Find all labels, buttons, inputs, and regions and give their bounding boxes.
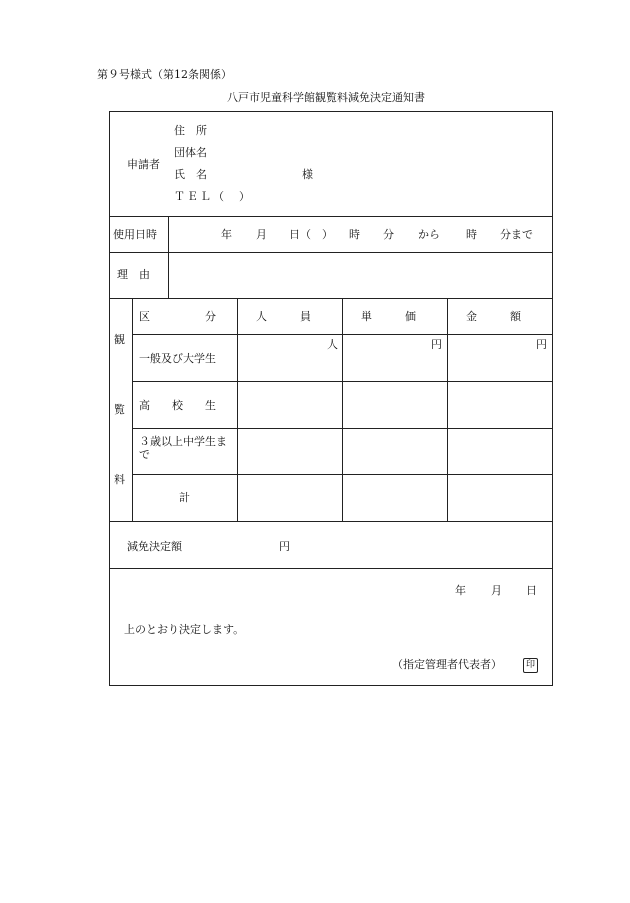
tel-label: ＴＥＬ（ ） — [174, 190, 252, 203]
fee-side-divider — [132, 298, 133, 521]
column-header-amount: 金 額 — [466, 310, 521, 323]
divider-reason — [109, 298, 553, 299]
column-header-category: 区 分 — [139, 310, 216, 323]
honorific: 様 — [302, 168, 313, 181]
usage-month: 月 — [256, 228, 267, 241]
usage-hour-start: 時 — [349, 228, 360, 241]
people-unit: 人 — [327, 338, 338, 351]
usage-header: 使用日時 — [113, 228, 157, 241]
form-number: 第９号様式（第12条関係） — [97, 68, 232, 81]
fee-col-divider — [447, 298, 448, 521]
label-column-divider — [168, 216, 169, 298]
document-title: 八戸市児童科学館観覧料減免決定通知書 — [227, 91, 425, 104]
usage-from: から — [418, 228, 440, 241]
seal-mark: 印 — [523, 658, 538, 673]
table-border-left — [109, 111, 110, 686]
table-border-bottom — [109, 685, 553, 686]
usage-hour-end: 時 — [466, 228, 477, 241]
divider-applicant — [109, 216, 553, 217]
decision-date-year: 年 — [455, 584, 466, 597]
category-total: 計 — [179, 491, 190, 504]
applicant-header: 申請者 — [127, 158, 160, 171]
usage-minute-start: 分 — [383, 228, 394, 241]
fee-side-char: 覧 — [114, 403, 125, 416]
divider-usage — [109, 252, 553, 253]
usage-until: 分まで — [500, 228, 533, 241]
category-general: 一般及び大学生 — [139, 352, 216, 365]
fee-col-divider — [237, 298, 238, 521]
name-label: 氏 名 — [174, 168, 207, 181]
category-high-school: 高 校 生 — [139, 399, 216, 412]
address-label: 住 所 — [174, 124, 207, 137]
signer-label: （指定管理者代表者） — [392, 658, 502, 671]
usage-day: 日（ ） — [289, 228, 333, 241]
reason-header: 理 由 — [117, 268, 150, 281]
decision-date-day: 日 — [526, 584, 537, 597]
column-header-unit-price: 単 価 — [361, 310, 416, 323]
usage-year: 年 — [221, 228, 232, 241]
table-border-right — [552, 111, 553, 686]
decision-date-month: 月 — [491, 584, 502, 597]
reduction-unit: 円 — [279, 540, 290, 553]
decision-statement: 上のとおり決定します。 — [124, 623, 245, 636]
divider-fee — [109, 521, 553, 522]
amount-unit: 円 — [536, 338, 547, 351]
reduction-label: 減免決定額 — [127, 540, 182, 553]
column-header-people: 人 員 — [256, 310, 311, 323]
fee-col-divider — [342, 298, 343, 521]
unit-price-unit: 円 — [431, 338, 442, 351]
fee-side-char: 料 — [114, 473, 125, 486]
group-name-label: 団体名 — [174, 146, 207, 159]
divider-reduction — [109, 568, 553, 569]
table-border-top — [109, 111, 553, 112]
fee-side-char: 観 — [114, 333, 125, 346]
category-age3-junior-high: ３歳以上中学生まで — [139, 435, 227, 461]
